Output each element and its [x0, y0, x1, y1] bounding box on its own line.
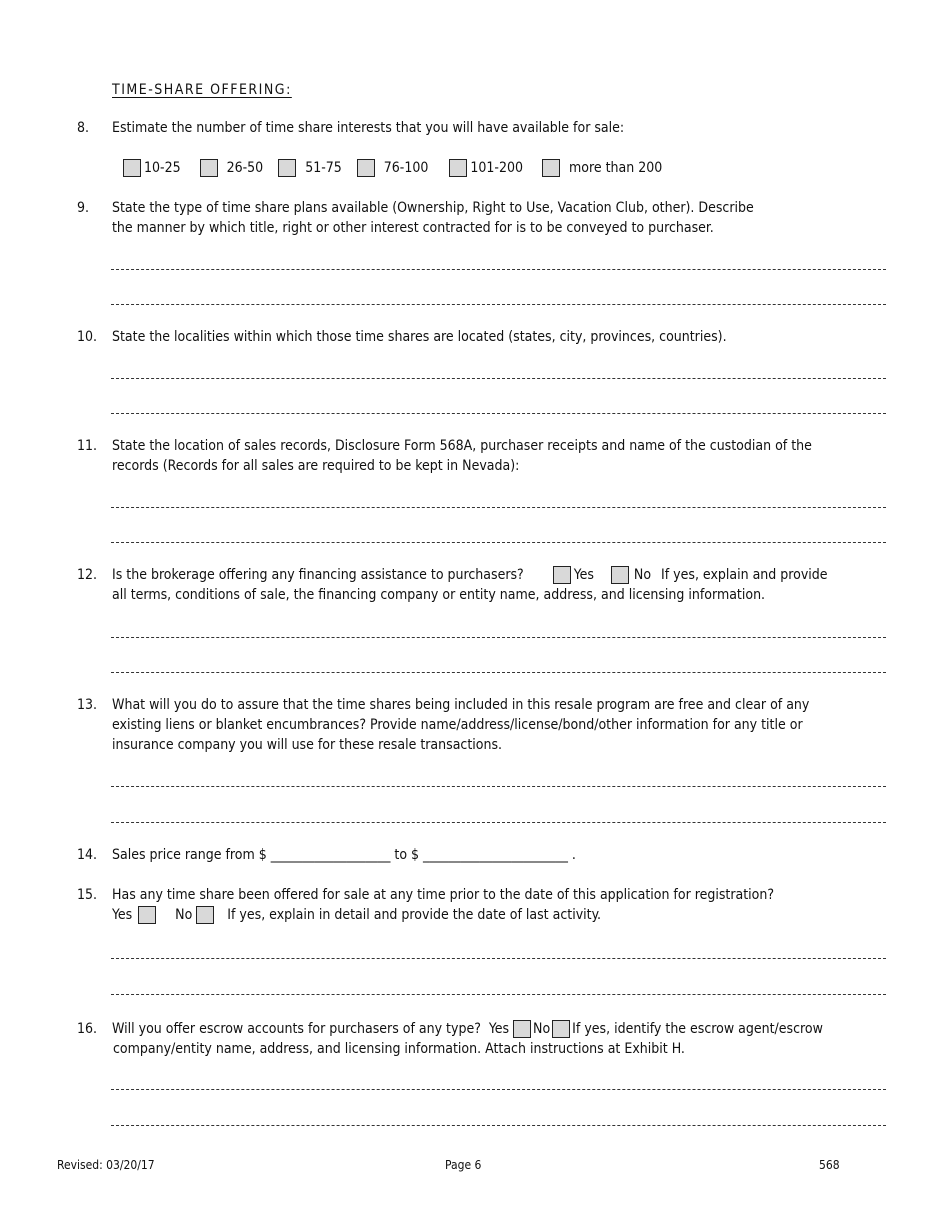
q8-option-3-label: 51-75	[305, 160, 342, 176]
q8-option-3-checkbox[interactable]	[278, 159, 296, 177]
q16-line2: company/entity name, address, and licensing information. Attach instructions at Exhibit H.	[113, 1041, 685, 1057]
q15-no-label: No	[175, 907, 193, 923]
q12-answer-line-1[interactable]	[111, 637, 886, 638]
footer-revised: Revised: 03/20/17	[57, 1158, 155, 1172]
q16-suffix: If yes, identify the escrow agent/escrow	[572, 1021, 823, 1037]
footer-page: Page 6	[445, 1158, 482, 1172]
q10-number: 10.	[77, 329, 98, 345]
q15-answer-line-2[interactable]	[111, 994, 886, 995]
q16-answer-line-2[interactable]	[111, 1125, 886, 1126]
q12-no-checkbox[interactable]	[611, 566, 629, 584]
q15-line1: Has any time share been offered for sale at any time prior to the date of this application for registration?	[112, 887, 775, 903]
q16-prefix: Will you offer escrow accounts for purchasers of any type?	[112, 1021, 481, 1037]
q16-no-label: No	[533, 1021, 551, 1037]
q13-line3: insurance company you will use for these resale transactions.	[112, 737, 503, 753]
q10-answer-line-2[interactable]	[111, 413, 886, 414]
q8-option-4-checkbox[interactable]	[357, 159, 375, 177]
q16-yes-label: Yes	[488, 1021, 510, 1037]
q14-text[interactable]: Sales price range from $ ___________________ to $ _______________________ .	[112, 847, 576, 863]
q8-number: 8.	[77, 120, 90, 136]
q12-suffix: If yes, explain and provide	[661, 567, 828, 583]
q12-answer-line-2[interactable]	[111, 672, 886, 673]
q8-option-2-checkbox[interactable]	[200, 159, 218, 177]
q9-answer-line-1[interactable]	[111, 269, 886, 270]
q11-line1: State the location of sales records, Disclosure Form 568A, purchaser receipts and name of the custodian of the	[112, 438, 812, 454]
q8-option-2-label: 26-50	[226, 160, 264, 176]
q13-number: 13.	[77, 697, 98, 713]
q8-text: Estimate the number of time share interests that you will have available for sale:	[112, 120, 625, 136]
q16-answer-line-1[interactable]	[111, 1089, 886, 1090]
q15-no-checkbox[interactable]	[196, 906, 214, 924]
q12-no-label: No	[633, 567, 652, 583]
q10-line1: State the localities within which those time shares are located (states, city, provinces, countries).	[112, 329, 727, 345]
q12-number: 12.	[77, 567, 98, 583]
q13-line2: existing liens or blanket encumbrances? Provide name/address/license/bond/other information for any title or	[112, 717, 803, 733]
q15-suffix: If yes, explain in detail and provide the date of last activity.	[227, 907, 602, 923]
q8-option-1-checkbox[interactable]	[123, 159, 141, 177]
q16-number: 16.	[77, 1021, 98, 1037]
q13-answer-line-1[interactable]	[111, 786, 886, 787]
q15-line2	[112, 905, 601, 925]
q12-line1	[112, 565, 828, 585]
q8-option-6-checkbox[interactable]	[542, 159, 560, 177]
q12-yes-label: Yes	[573, 567, 594, 583]
q9-line2: the manner by which title, right or other interest contracted for is to be conveyed to purchaser.	[112, 220, 714, 236]
q15-yes-label: Yes	[112, 907, 133, 923]
q10-answer-line-1[interactable]	[111, 378, 886, 379]
q9-line1: State the type of time share plans available (Ownership, Right to Use, Vacation Club, other). Describe	[112, 200, 754, 216]
q12-line2: all terms, conditions of sale, the financing company or entity name, address, and licensing information.	[112, 587, 766, 603]
q11-line2: records (Records for all sales are required to be kept in Nevada):	[112, 458, 520, 474]
q8-option-6-label: more than 200	[569, 160, 663, 176]
footer-form-number: 568	[819, 1158, 840, 1172]
q8-options	[120, 158, 662, 178]
q13-answer-line-2[interactable]	[111, 822, 886, 823]
q12-yes-checkbox[interactable]	[553, 566, 571, 584]
q15-yes-checkbox[interactable]	[138, 906, 156, 924]
q8-option-5-label: 101-200	[470, 160, 524, 176]
q16-no-checkbox[interactable]	[552, 1020, 570, 1038]
q9-number: 9.	[77, 200, 90, 216]
q8-option-5-checkbox[interactable]	[449, 159, 467, 177]
q12-prefix: Is the brokerage offering any financing assistance to purchasers?	[112, 567, 524, 583]
q13-line1: What will you do to assure that the time shares being included in this resale program are free and clear of any	[112, 697, 810, 713]
q14-number: 14.	[77, 847, 98, 863]
q15-answer-line-1[interactable]	[111, 958, 886, 959]
section-title: TIME-SHARE OFFERING:	[112, 82, 292, 98]
q8-option-4-label: 76-100	[383, 160, 429, 176]
q16-line1	[112, 1019, 823, 1039]
q8-option-1-label: 10-25	[144, 160, 181, 176]
q15-number: 15.	[77, 887, 98, 903]
q16-yes-checkbox[interactable]	[513, 1020, 531, 1038]
q11-answer-line-1[interactable]	[111, 507, 886, 508]
q9-answer-line-2[interactable]	[111, 304, 886, 305]
q11-number: 11.	[77, 438, 98, 454]
q11-answer-line-2[interactable]	[111, 542, 886, 543]
